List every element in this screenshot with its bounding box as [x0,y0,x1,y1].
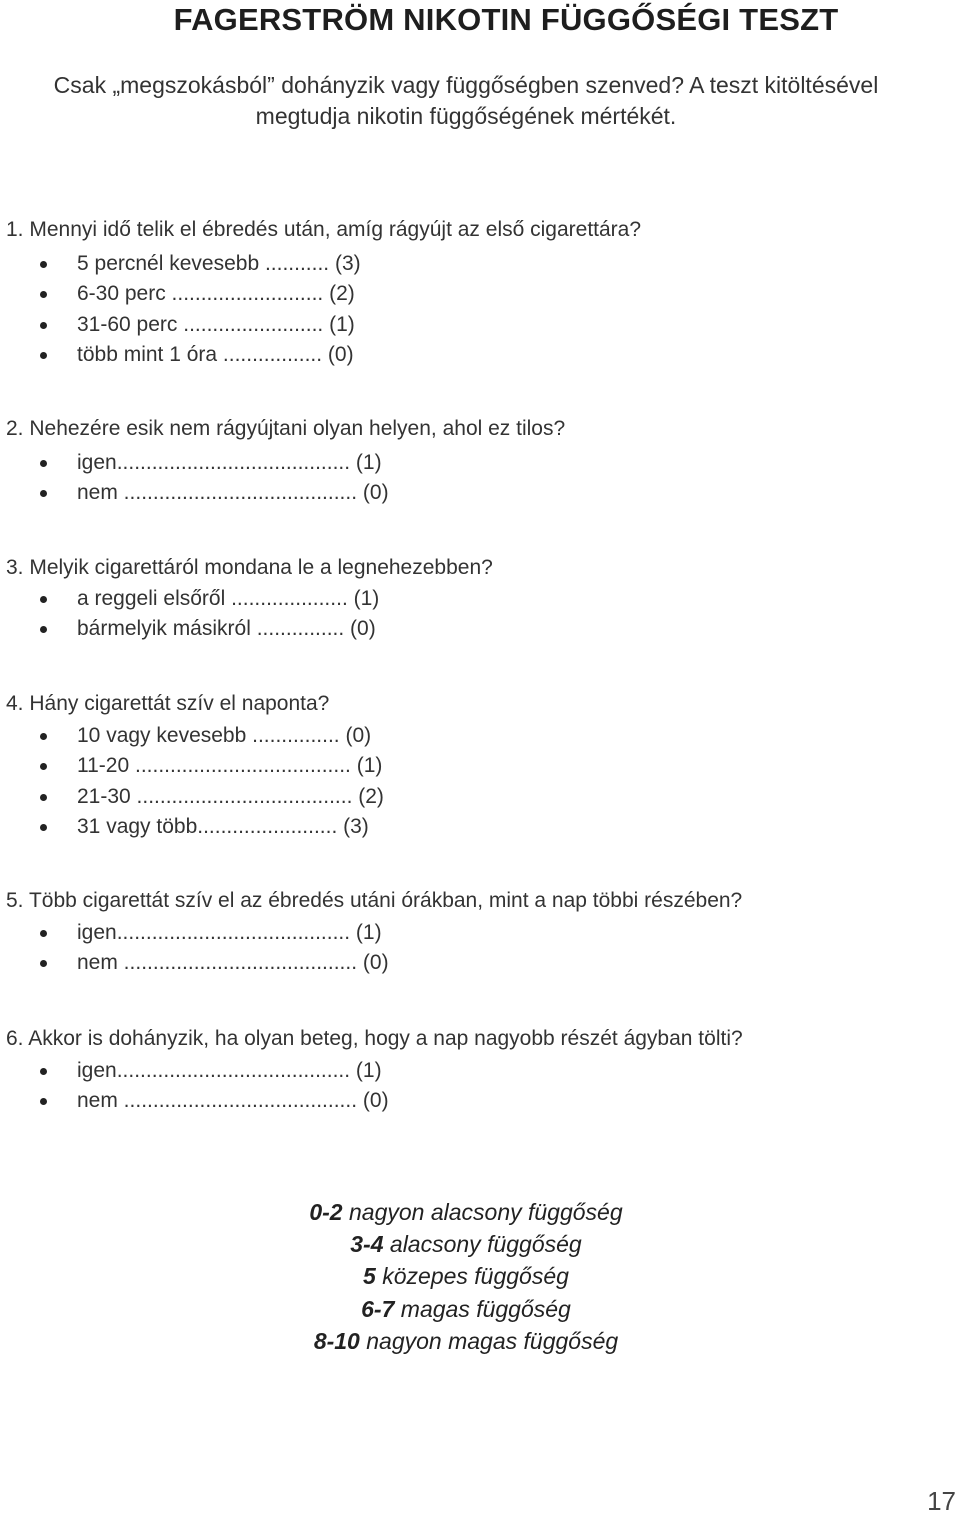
page-number: 17 [927,1486,956,1516]
bullet-icon [40,352,47,359]
page-title: FAGERSTRÖM NIKOTIN FÜGGŐSÉGI TESZT [173,2,839,37]
document-page: FAGERSTRÖM NIKOTIN FÜGGŐSÉGI TESZT Csak „megszokásból” dohányzik vagy függőségben szenved? A teszt kitöltésével megtudja nikotin függőségének mértékét. 1. Mennyi idő telik el ébredés után, amíg rágyújt az első cigarettára? 5 percnél kevesebb ........... (3) 6-30 perc .......................... (2) 31-60 perc ........................ (1) több mint 1 óra ................. (0) 2. Nehezére esik nem rágyújtani olyan helyen, ahol ez tilos? igen........................................ (1) nem ........................................ (0) 3. Melyik cigarettáról mondana le a legnehezebben? a reggeli elsőről .................... (1) bármelyik másikról ............... (0) 4. Hány cigarettát szív el naponta? 10 vagy kevesebb ............... (0) 11-20 ..................................... (1) 21-30 ..................................... (2) 31 vagy több........................ (3) 5. Több cigarettát szív el az ébredés utáni órákban, mint a nap többi részében? igen........................................ (1) nem ........................................ (0) 6. Akkor is dohányzik, ha olyan beteg, hogy a nap nagyobb részét ágyban tölti? igen........................................ (1) nem ........................................ (0) 0-2 nagyon alacsony függőség 3-4 alacsony függőség 5 közepes függőség 6-7 magas függőség 8-10 nagyon magas függőség 17 [0,0,960,1512]
bullet-icon [40,261,47,268]
scale-label: nagyon magas függőség [366,1327,619,1354]
bullet-icon [40,322,47,329]
scale-row [0,1325,932,1357]
intro-text [0,70,932,132]
scale-range: 8-10 [313,1327,360,1354]
question-3: 3. Melyik cigarettáról mondana le a legnehezebben? [6,556,493,579]
question-5: 5. Több cigarettát szív el az ébredés utáni órákban, mint a nap többi részében? [6,889,743,912]
bullet-icon [40,794,47,801]
intro-line-1: Csak „megszokásból” dohányzik vagy függőségben szenved? A teszt kitöltésével [53,72,879,98]
scale-range: 6-7 [361,1295,395,1322]
bullet-icon [40,960,47,967]
bullet-icon [40,930,47,937]
scale-row [0,1260,932,1292]
bullet-icon [40,733,47,740]
scale-row [0,1228,932,1260]
scale-row [0,1293,932,1325]
bullet-icon [40,763,47,770]
question-4: 4. Hány cigarettát szív el naponta? [6,692,330,715]
scale-label: magas függőség [400,1295,571,1322]
bullet-icon [40,460,47,467]
scale-range: 3-4 [350,1231,384,1258]
bullet-icon [40,596,47,603]
scale-label: alacsony függőség [389,1231,582,1258]
question-1: 1. Mennyi idő telik el ébredés után, amíg rágyújt az első cigarettára? [6,218,642,241]
bullet-icon [40,1098,47,1105]
bullet-icon [40,490,47,497]
bullet-icon [40,626,47,633]
scale-label: nagyon alacsony függőség [348,1199,623,1225]
scoring-scale [0,1196,932,1357]
scale-row [0,1196,932,1228]
scale-range: 0-2 [309,1199,343,1225]
question-2: 2. Nehezére esik nem rágyújtani olyan helyen, ahol ez tilos? [6,417,566,440]
scale-range: 5 [363,1263,376,1290]
scale-label: közepes függőség [382,1263,569,1290]
question-6: 6. Akkor is dohányzik, ha olyan beteg, hogy a nap nagyobb részét ágyban tölti? [6,1027,743,1050]
bullet-icon [40,1068,47,1075]
intro-line-2: megtudja nikotin függőségének mértékét. [255,103,677,129]
bullet-icon [40,291,47,298]
bullet-icon [40,824,47,831]
